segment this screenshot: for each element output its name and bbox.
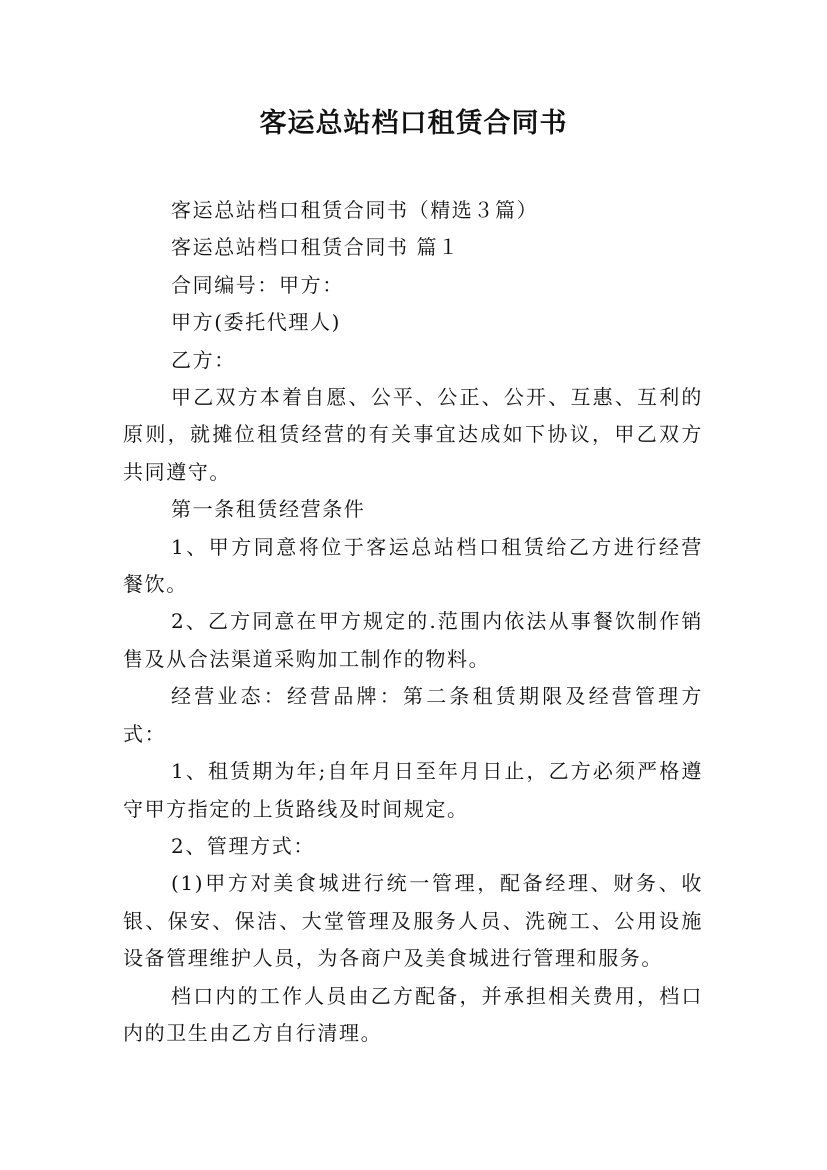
paragraph-subtitle: 客运总站档口租赁合同书（精选３篇） — [171, 198, 539, 222]
paragraph-party-b: 乙方： — [171, 347, 236, 372]
paragraph-management-1: (1)甲方对美食城进行统一管理，配备经理、财务、收银、保安、保洁、大堂管理及服务人员、洗碗工、公用设施设备管理维护人员，为各商户及美食城进行管理和服务。 — [123, 871, 703, 971]
paragraph-section-heading: 客运总站档口租赁合同书 篇１ — [171, 235, 460, 260]
paragraph-clause-2-2: 2、管理方式： — [171, 833, 315, 858]
paragraph-clause-1-1: 1、甲方同意将位于客运总站档口租赁给乙方进行经营餐饮。 — [123, 534, 703, 597]
document-title: 客运总站档口租赁合同书 — [259, 108, 568, 139]
paragraph-preamble: 甲乙双方本着自愿、公平、公正、公开、互惠、互利的原则，就摊位租赁经营的有关事宜达成如下协议，甲乙双方共同遵守。 — [123, 385, 703, 484]
paragraph-clause-2-1: 1、租赁期为年;自年月日至年月日止，乙方必须严格遵守甲方指定的上货路线及时间规定。 — [123, 759, 703, 821]
paragraph-party-a-agent: 甲方(委托代理人) — [171, 310, 342, 335]
document-body — [123, 192, 703, 1052]
paragraph-clause-1-2: 2、乙方同意在甲方规定的.范围内依法从事餐饮制作销售及从合法渠道采购加工制作的物料。 — [123, 609, 703, 671]
paragraph-contract-number: 合同编号：甲方： — [171, 272, 344, 297]
paragraph-staffing: 档口内的工作人员由乙方配备，并承担相关费用，档口内的卫生由乙方自行清理。 — [123, 983, 703, 1045]
paragraph-article-1-heading: 第一条租赁经营条件 — [171, 497, 366, 522]
paragraph-business-format: 经营业态：经营品牌：第二条租赁期限及经营管理方式： — [123, 684, 703, 746]
